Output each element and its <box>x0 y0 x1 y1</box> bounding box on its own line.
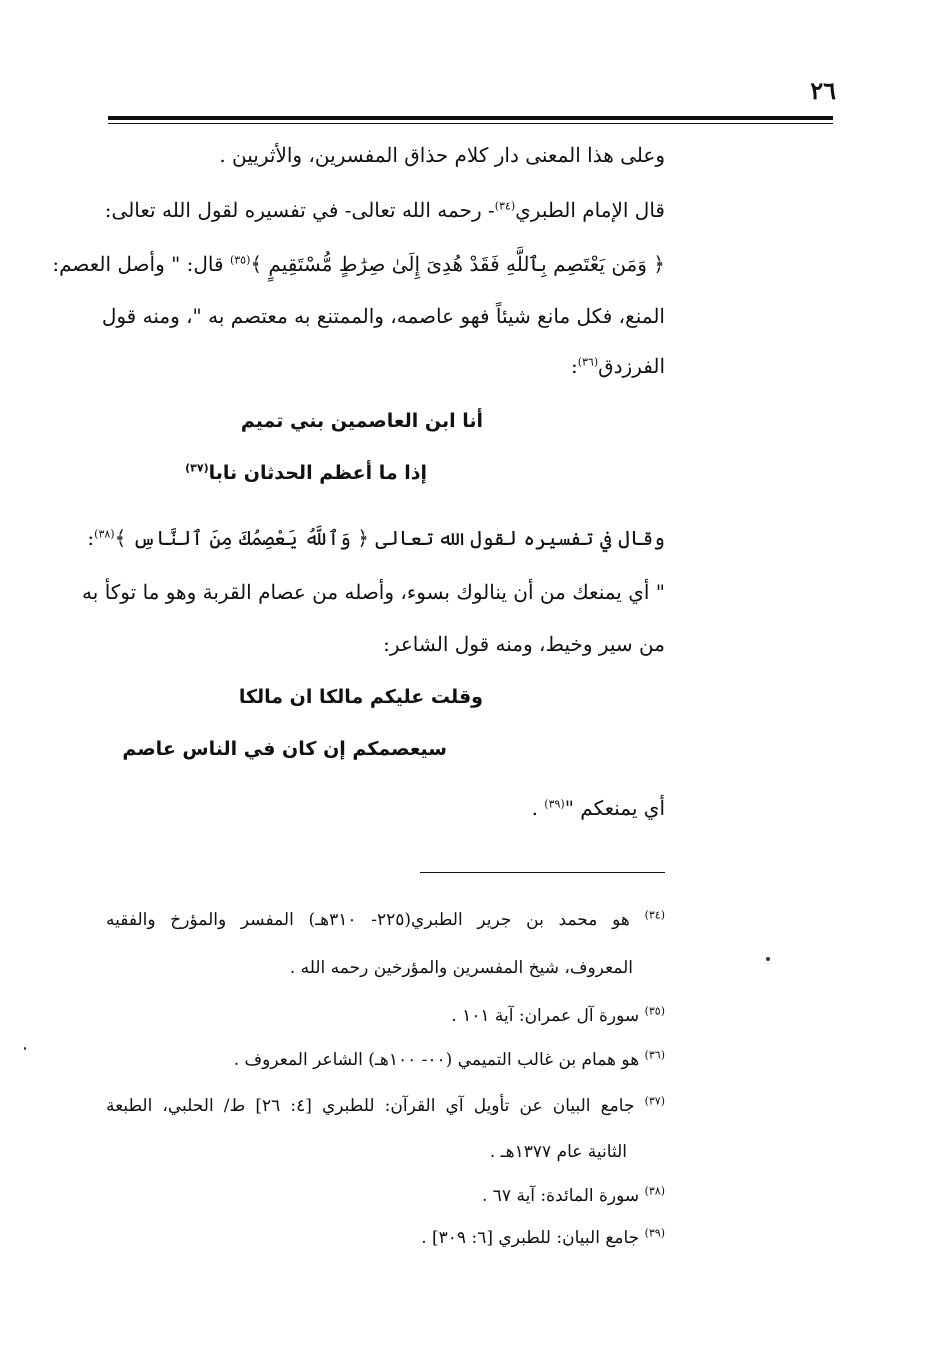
page-number: ٢٦ <box>810 76 836 105</box>
footnote-38 <box>482 1186 665 1206</box>
footnote-number: (٣٩) <box>644 1226 665 1240</box>
body-line-8: من سير وخيط، ومنه قول الشاعر: <box>383 632 665 656</box>
scan-speck <box>24 1047 26 1050</box>
footnote-number: (٣٥) <box>644 1004 665 1018</box>
verse-text: إذا ما أعظم الحدثان نابا <box>208 462 427 484</box>
quran-quote: ﴿ وَمَن يَعْتَصِم بِٱللَّهِ فَقَدْ هُدِىَ إِلَىٰ صِرَٰطٍ مُّسْتَقِيمٍ ﴾ <box>250 252 665 276</box>
footnote-ref[interactable]: (٣٤) <box>494 199 516 213</box>
footnote-35 <box>451 1006 665 1026</box>
header-rule <box>108 116 833 120</box>
body-line-3 <box>52 252 665 276</box>
text-segment: : <box>570 354 578 378</box>
header-rule-thin <box>108 123 833 124</box>
body-line-1: وعلى هذا المعنى دار كلام حذاق المفسرين، والأثريين . <box>219 143 665 167</box>
text-segment: أي يمنعكم " <box>564 796 665 820</box>
footnote-text: سورة المائدة: آية ٦٧ . <box>481 1186 640 1206</box>
footnote-ref[interactable]: (٣٧) <box>185 461 209 475</box>
body-line-4: المنع، فكل مانع شيئاً فهو عاصمه، والممتنع به معتصم به "، ومنه قول <box>101 304 665 328</box>
body-line-6 <box>87 526 665 550</box>
body-line-2 <box>106 198 665 222</box>
quran-quote: ﴿ وَٱللَّهُ يَعْصِمُكَ مِنَ ٱلنَّاسِ ﴾ <box>114 526 370 550</box>
footnote-number: (٣٧) <box>644 1094 666 1108</box>
footnote-37-cont: الثانية عام ١٣٧٧هـ . <box>489 1142 627 1162</box>
footnote-text: هو همام بن غالب التميمي (٠٠- ١٠٠هـ) الشاعر المعروف . <box>233 1050 640 1070</box>
text-segment: . <box>531 796 545 820</box>
scan-speck <box>766 957 770 961</box>
footnote-number: (٣٨) <box>644 1184 665 1198</box>
footnote-34 <box>106 910 665 930</box>
body-line-7: " أي يمنعك من أن ينالوك بسوء، وأصله من عصام القربة وهو ما توكأ به <box>82 580 665 604</box>
footnote-separator <box>420 872 665 873</box>
footnote-ref[interactable]: (٣٦) <box>577 355 599 369</box>
footnote-ref[interactable]: (٣٩) <box>544 797 565 811</box>
verse-2-hemistich-2: سيعصمكم إن كان في الناس عاصم <box>122 738 447 760</box>
verse-2-hemistich-1: وقلت عليكم مالكا ان مالكا <box>238 686 483 708</box>
footnote-ref[interactable]: (٣٨) <box>94 527 115 541</box>
text-segment: قال: " وأصل العصم: <box>52 252 230 276</box>
footnote-text: هو محمد بن جرير الطبري(٢٢٥- ٣١٠هـ) المفسر والمؤرخ والفقيه <box>106 910 630 930</box>
footnote-text: جامع البيان عن تأويل آي القرآن: للطبري [٤: ٢٦] ط/ الحلبي، الطبعة <box>106 1096 635 1116</box>
footnote-36 <box>234 1050 665 1070</box>
footnote-number: (٣٤) <box>644 908 665 922</box>
body-line-5 <box>571 354 665 378</box>
text-segment: : <box>87 526 95 550</box>
footnote-text: جامع البيان: للطبري [٦: ٣٠٩] . <box>421 1228 640 1248</box>
text-segment: - رحمه الله تعالى- في تفسيره لقول الله تعالى: <box>104 198 495 222</box>
footnote-34-cont: المعروف، شيخ المفسرين والمؤرخين رحمه الله . <box>289 958 633 978</box>
verse-1-hemistich-2 <box>185 462 427 484</box>
text-segment: قال الإمام الطبري <box>515 198 665 222</box>
footnote-37 <box>106 1096 665 1116</box>
footnote-text: سورة آل عمران: آية ١٠١ . <box>451 1006 640 1026</box>
text-segment: الفرزدق <box>598 354 665 378</box>
footnote-ref[interactable]: (٣٥) <box>229 253 251 267</box>
text-segment: وقال في تفسيره لقول الله تعالى <box>369 526 665 550</box>
footnote-number: (٣٦) <box>644 1048 665 1062</box>
footnote-39 <box>421 1228 665 1248</box>
verse-1-hemistich-1: أنا ابن العاصمين بني تميم <box>240 410 483 432</box>
body-line-9 <box>532 796 665 820</box>
